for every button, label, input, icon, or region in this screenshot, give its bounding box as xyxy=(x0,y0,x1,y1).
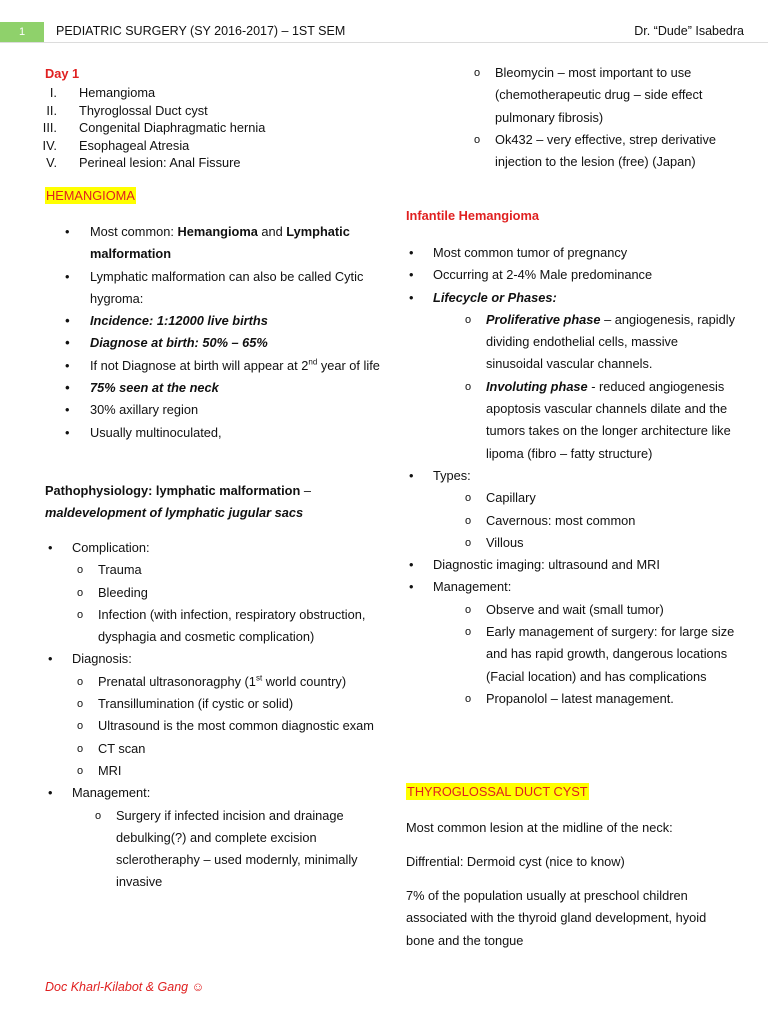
day-heading: Day 1 xyxy=(45,66,80,81)
sclerotherapy-agents xyxy=(469,62,729,173)
section-heading-thyroglossal: THYROGLOSSAL DUCT CYST xyxy=(407,784,588,799)
list-item: • Lymphatic malformation can also be called Cytic hygroma: xyxy=(45,266,385,311)
list-item: o Infection (with infection, respiratory obstruction, dysphagia and cosmetic complication) xyxy=(72,604,385,649)
complication-list xyxy=(72,559,385,648)
hemangioma-bullets xyxy=(45,221,385,444)
topic-list xyxy=(35,84,265,172)
list-item: • If not Diagnose at birth will appear at 2nd year of life xyxy=(45,355,385,377)
list-item: • Diagnostic imaging: ultrasound and MRI xyxy=(406,554,736,576)
list-item: o Prenatal ultrasonoragphy (1st world country) xyxy=(72,671,385,693)
thyroglossal-paragraph-2: Diffrential: Dermoid cyst (nice to know) xyxy=(406,854,625,869)
document-author: Dr. “Dude” Isabedra xyxy=(634,24,744,38)
footer-credit: Doc Kharl-Kilabot & Gang xyxy=(45,980,189,994)
list-item: o Cavernous: most common xyxy=(460,510,736,532)
list-item: o Early management of surgery: for large size and has rapid growth, dangerous locations (Facial location) and has complications xyxy=(460,621,736,688)
list-item: o Observe and wait (small tumor) xyxy=(460,599,736,621)
thyroglossal-paragraph-3: 7% of the population usually at preschool children associated with the thyroid gland development, hyoid bone and the tongue xyxy=(406,888,707,948)
header-divider xyxy=(0,42,768,43)
topic-item: IV. Esophageal Atresia xyxy=(42,137,190,153)
topic-item: III. Congenital Diaphragmatic hernia xyxy=(42,120,266,135)
topic-item: I. Hemangioma xyxy=(49,85,156,100)
list-item: o Propanolol – latest management. xyxy=(460,688,736,710)
thyroglossal-paragraph-1: Most common lesion at the midline of the neck: xyxy=(406,820,673,835)
list-item: o CT scan xyxy=(72,738,385,760)
list-item: o Villous xyxy=(460,532,736,554)
section-heading-hemangioma: HEMANGIOMA xyxy=(46,188,135,203)
list-item: • Most common tumor of pregnancy xyxy=(406,242,736,264)
infantile-hemangioma-heading: Infantile Hemangioma xyxy=(406,208,539,223)
list-item: o Ok432 – very effective, strep derivative injection to the lesion (free) (Japan) xyxy=(469,129,729,174)
list-item: o Bleomycin – most important to use (chemotherapeutic drug – side effect pulmonary fibrosis) xyxy=(469,62,729,129)
list-item: o MRI xyxy=(72,760,385,782)
page-number: 1 xyxy=(0,22,44,42)
list-item: o Trauma xyxy=(72,559,385,581)
types-list xyxy=(460,487,736,554)
page-header xyxy=(0,22,768,42)
list-item-complication: • Complication: o Trauma o Bleeding o Infection (with infection, respiratory obstruction, dysphagia and cosmetic complication) xyxy=(45,537,385,648)
list-item: o Surgery if infected incision and drainage debulking(?) and complete excision sclerotheraphy – used modernly, minimally invasive xyxy=(90,805,385,894)
list-item: • 30% axillary region xyxy=(45,399,385,421)
list-item: • Most common: Hemangioma and Lymphatic malformation xyxy=(45,221,385,266)
list-item: o Ultrasound is the most common diagnostic exam xyxy=(72,715,385,737)
infantile-hemangioma-list xyxy=(406,242,736,710)
list-item-diagnosis: • Diagnosis: o Prenatal ultrasonoragphy (1st world country) o Transillumination (if cystic or solid) o Ultrasound is the most common diagnostic exam o CT scan o MRI xyxy=(45,648,385,782)
list-item: o Involuting phase - reduced angiogenesis apoptosis vascular channels dilate and the tumors takes on the longer architecture like lipoma (fibro – fatty structure) xyxy=(460,376,736,465)
phase-list xyxy=(460,309,736,465)
list-item: • Diagnose at birth: 50% – 65% xyxy=(45,332,385,354)
list-item-management: • Management: o Surgery if infected incision and drainage debulking(?) and complete excision sclerotheraphy – used modernly, minimally invasive xyxy=(45,782,385,893)
list-item: • Management: o Observe and wait (small tumor) o Early management of surgery: for large size and has rapid growth, dangerous locations (Facial location) and has complications o Propanolol – latest management. xyxy=(406,576,736,710)
topic-item: II. Thyroglossal Duct cyst xyxy=(46,102,208,118)
topic-item: V. Perineal lesion: Anal Fissure xyxy=(46,155,241,170)
smiley-icon: ☺ xyxy=(191,980,205,994)
list-item: • Lifecycle or Phases: o Proliferative phase – angiogenesis, rapidly dividing endothelial cells, massive sinusoidal vascular channels. o Involuting phase - reduced angiogenesis apoptosis vascular channels dilate and the tumors takes on the longer architecture like lipoma (fibro – fatty structure) xyxy=(406,287,736,465)
diagnosis-list xyxy=(72,671,385,782)
list-item: • 75% seen at the neck xyxy=(45,377,385,399)
list-item: o Capillary xyxy=(460,487,736,509)
pathophysiology-paragraph: Pathophysiology: lymphatic malformation – maldevelopment of lymphatic jugular sacs xyxy=(45,483,311,521)
hemangioma-details xyxy=(45,537,385,894)
list-item: o Transillumination (if cystic or solid) xyxy=(72,693,385,715)
list-item: • Occurring at 2-4% Male predominance xyxy=(406,264,736,286)
management-list xyxy=(90,805,385,894)
list-item: o Bleeding xyxy=(72,582,385,604)
list-item: • Usually multinoculated, xyxy=(45,422,385,444)
list-item: • Types: o Capillary o Cavernous: most common o Villous xyxy=(406,465,736,554)
list-item: • Incidence: 1:12000 live births xyxy=(45,310,385,332)
page-footer xyxy=(45,980,204,994)
document-title: PEDIATRIC SURGERY (SY 2016-2017) – 1ST SEM xyxy=(56,24,346,38)
infantile-management-list xyxy=(460,599,736,710)
list-item: o Proliferative phase – angiogenesis, rapidly dividing endothelial cells, massive sinusoidal vascular channels. xyxy=(460,309,736,376)
